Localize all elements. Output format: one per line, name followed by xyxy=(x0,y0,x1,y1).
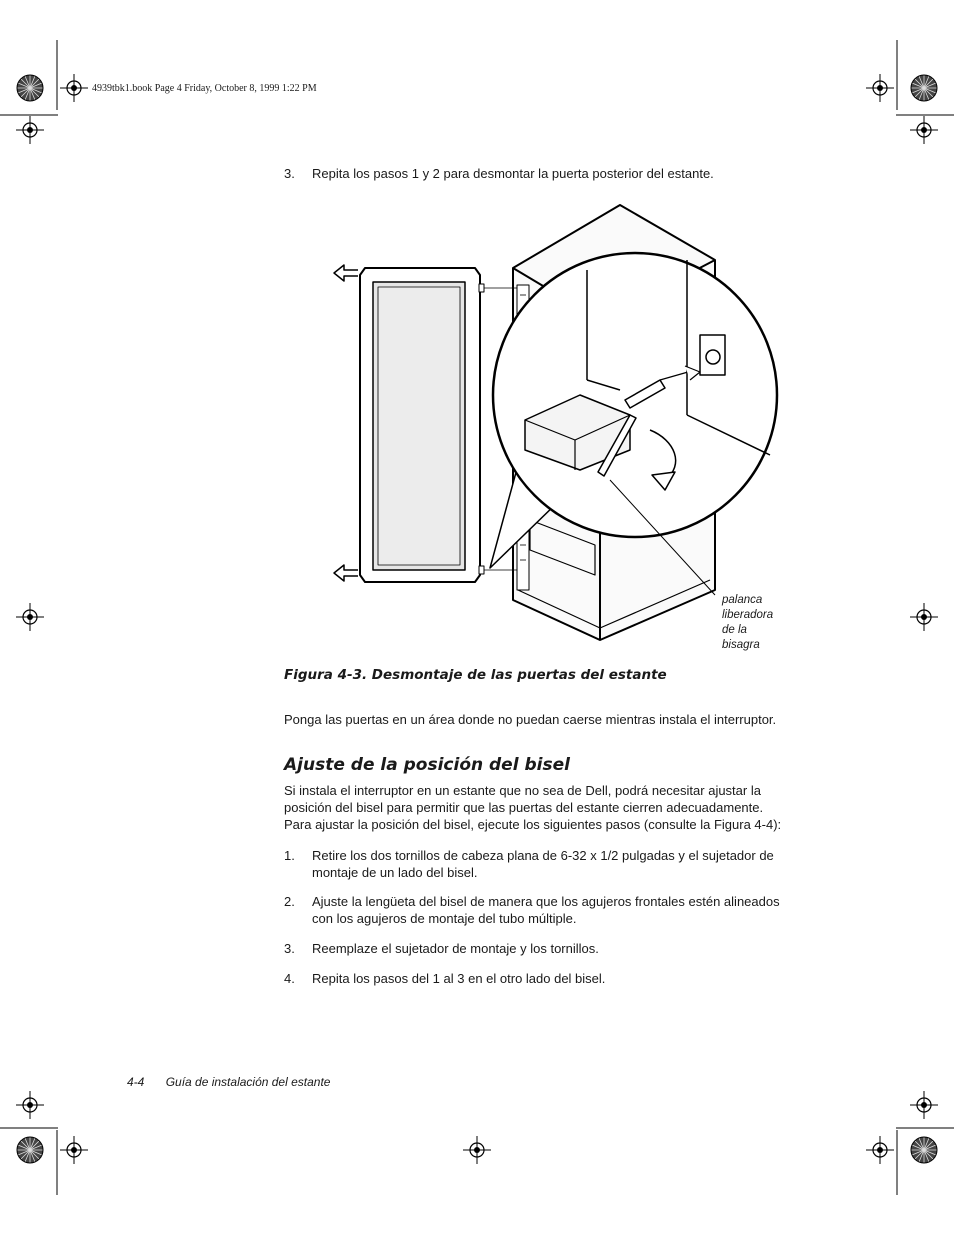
crosshair-icon xyxy=(910,603,938,631)
page-number: 4-4 xyxy=(127,1075,145,1089)
intro-line: Para ajustar la posición del bisel, ejecute los siguientes pasos (consulte la Figura 4-4): xyxy=(284,817,782,832)
callout-label xyxy=(722,593,773,653)
star-target-icon xyxy=(17,75,43,101)
crosshair-icon xyxy=(910,1091,938,1119)
crosshair-icon xyxy=(16,116,44,144)
step-number: 3. xyxy=(284,166,295,181)
step-text xyxy=(312,847,824,881)
step-text xyxy=(312,893,824,927)
callout-line: bisagra xyxy=(722,639,760,651)
step-text xyxy=(312,970,824,987)
rack-door-illustration xyxy=(330,200,790,650)
crosshair-icon xyxy=(60,74,88,102)
intro-line: posición del bisel para permitir que las puertas del estante cierren adecuadamente. xyxy=(284,800,764,815)
crosshair-icon xyxy=(866,74,894,102)
step-line: con los agujeros de montaje del tubo múltiple. xyxy=(312,911,577,926)
intro-line: Si instala el interruptor en un estante que no sea de Dell, podrá necesitar ajustar la xyxy=(284,783,761,798)
crosshair-icon xyxy=(463,1136,491,1164)
star-target-icon xyxy=(911,75,937,101)
step-line: Ajuste la lengüeta del bisel de manera que los agujeros frontales estén alineados xyxy=(312,894,780,909)
crosshair-icon xyxy=(16,603,44,631)
section-heading: Ajuste de la posición del bisel xyxy=(284,755,570,775)
step-text xyxy=(312,940,824,957)
callout-line: palanca xyxy=(722,594,763,606)
step-line: Retire los dos tornillos de cabeza plana de 6-32 x 1/2 pulgadas y el sujetador de xyxy=(312,848,774,863)
star-target-icon xyxy=(911,1137,937,1163)
step-number: 4. xyxy=(284,971,295,986)
star-target-icon xyxy=(17,1137,43,1163)
step-line: montaje de un lado del bisel. xyxy=(312,865,478,880)
crosshair-icon xyxy=(910,116,938,144)
step-text: Repita los pasos 1 y 2 para desmontar la puerta posterior del estante. xyxy=(312,166,714,181)
section-intro xyxy=(284,782,844,833)
crosshair-icon xyxy=(60,1136,88,1164)
document-title: Guía de instalación del estante xyxy=(165,1075,331,1089)
callout-line: liberadora xyxy=(722,609,774,621)
step-number: 2. xyxy=(284,894,295,909)
print-header: 4939tbk1.book Page 4 Friday, October 8, 1999 1:22 PM xyxy=(92,83,317,94)
step-line: Reemplaze el sujetador de montaje y los tornillos. xyxy=(312,941,599,956)
paragraph: Ponga las puertas en un área donde no puedan caerse mientras instala el interruptor. xyxy=(284,712,777,727)
crosshair-icon xyxy=(866,1136,894,1164)
callout-line: de la xyxy=(722,624,747,636)
crosshair-icon xyxy=(16,1091,44,1119)
page-footer xyxy=(127,1075,330,1089)
step-line: Repita los pasos del 1 al 3 en el otro lado del bisel. xyxy=(312,971,606,986)
step-number: 3. xyxy=(284,941,295,956)
figure-caption: Figura 4-3. Desmontaje de las puertas del estante xyxy=(284,667,667,683)
step-number: 1. xyxy=(284,848,295,863)
